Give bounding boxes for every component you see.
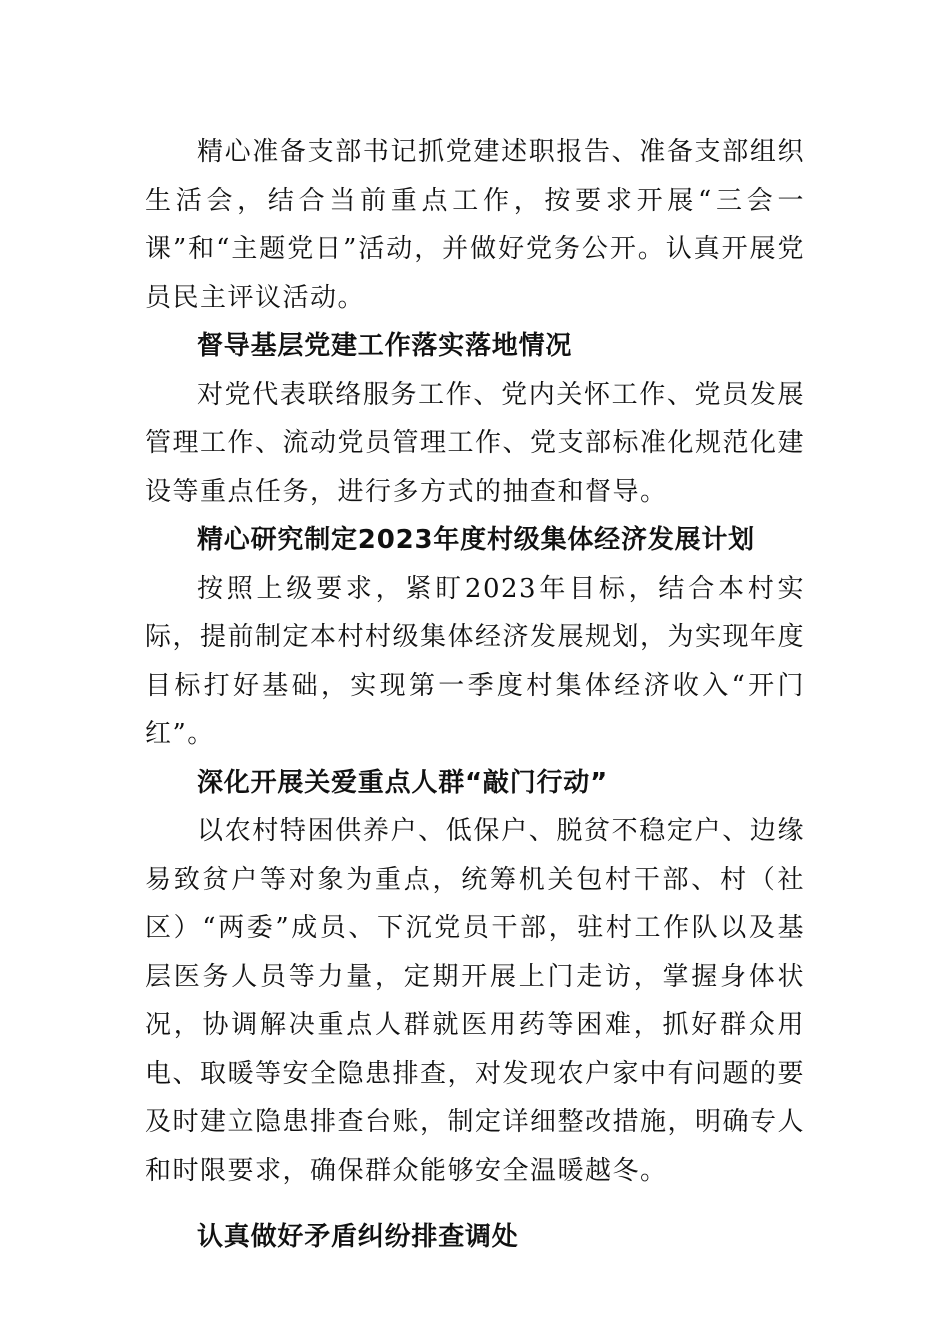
paragraph-knock-door-action: 以农村特困供养户、低保户、脱贫不稳定户、边缘易致贫户等对象为重点，统筹机关包村干部、村（社区）“两委”成员、下沉党员干部，驻村工作队以及基层医务人员等力量，定期开展上门走访，掌握身体状况，协调解决重点人群就医用药等困难，抓好群众用电、取暖等安全隐患排查，对发现农户家中有问题的要及时建立隐患排查台账，制定详细整改措施，明确专人和时限要求，确保群众能够安全温暖越冬。 <box>145 816 806 1186</box>
document-page <box>145 128 805 1262</box>
paragraph-supervision-tasks: 对党代表联络服务工作、党内关怀工作、党员发展管理工作、流动党员管理工作、党支部标准化规范化建设等重点任务，进行多方式的抽查和督导。 <box>145 379 806 507</box>
heading-dispute-mediation: 认真做好矛盾纠纷排查调处 <box>197 1222 519 1252</box>
paragraph-economic-plan: 按照上级要求，紧盯2023年目标，结合本村实际，提前制定本村村级集体经济发展规划，为实现年度目标打好基础，实现第一季度村集体经济收入“开门红”。 <box>145 573 806 749</box>
paragraph-party-building-report: 精心准备支部书记抓党建述职报告、准备支部组织生活会，结合当前重点工作，按要求开展“三会一课”和“主题党日”活动，并做好党务公开。认真开展党员民主评议活动。 <box>145 137 805 313</box>
heading-knock-door-action: 深化开展关爱重点人群“敲门行动” <box>197 767 608 798</box>
heading-economic-plan: 精心研究制定2023年度村级集体经济发展计划 <box>197 525 755 555</box>
heading-supervise-grassroots: 督导基层党建工作落实落地情况 <box>197 331 573 361</box>
